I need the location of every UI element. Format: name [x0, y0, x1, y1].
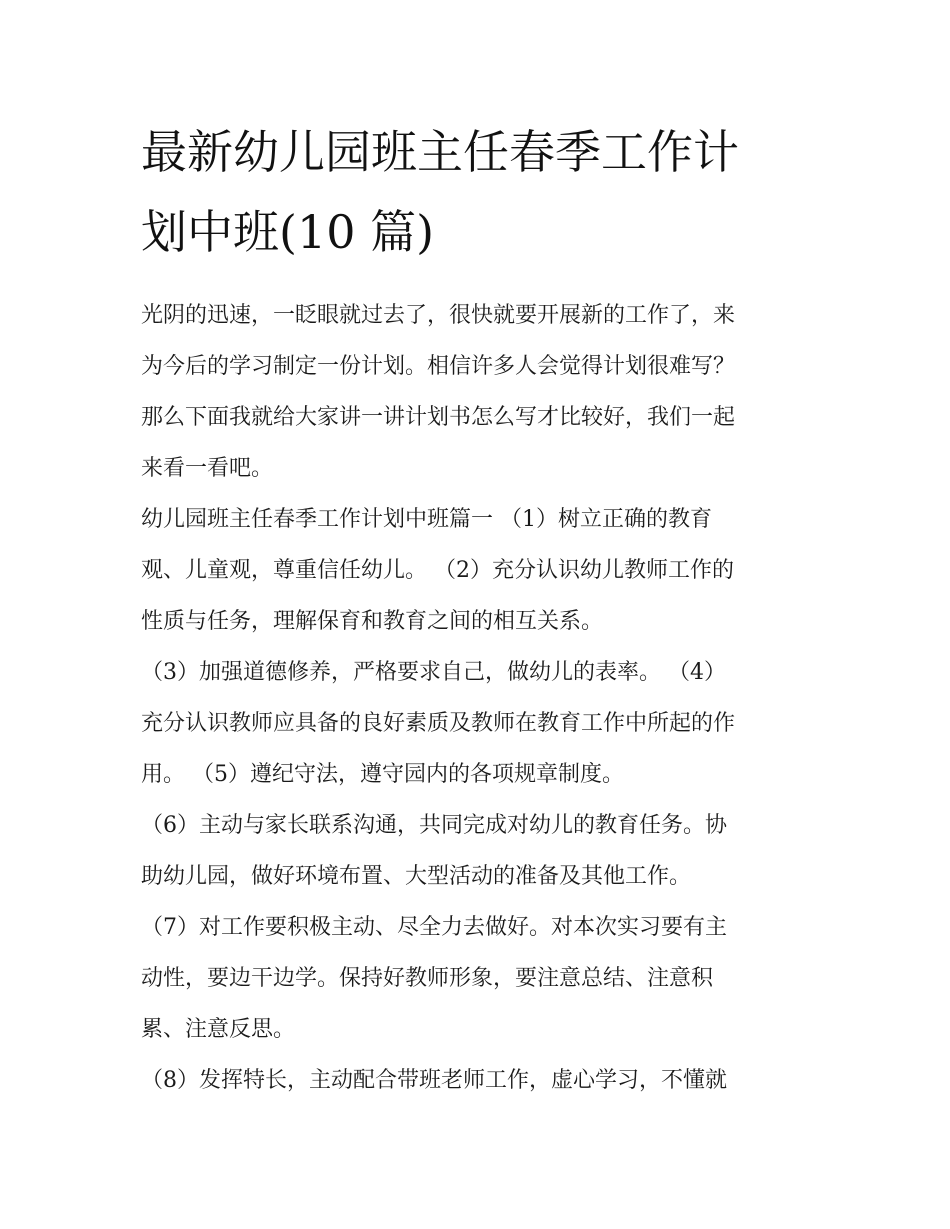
body-line: 充分认识教师应具备的良好素质及教师在教育工作中所起的作 — [141, 711, 736, 736]
body-line: 助幼儿园，做好环境布置、大型活动的准备及其他工作。 — [141, 864, 692, 889]
body-line: （3）加强道德修养，严格要求自己，做幼儿的表率。 （4） — [141, 660, 726, 685]
body-line: 用。 （5）遵纪守法，遵守园内的各项规章制度。 — [141, 762, 624, 787]
body-line: （8）发挥特长，主动配合带班老师工作，虚心学习，不懂就 — [141, 1068, 727, 1093]
document-body — [141, 290, 813, 1106]
body-line: 累、注意反思。 — [141, 1017, 296, 1042]
body-line: （6）主动与家长联系沟通，共同完成对幼儿的教育任务。协 — [141, 813, 727, 838]
body-line: 幼儿园班主任春季工作计划中班篇一 （1）树立正确的教育 — [141, 507, 712, 532]
body-line: 性质与任务，理解保育和教育之间的相互关系。 — [141, 609, 604, 634]
title-line-1: 最新幼儿园班主任春季工作计 — [141, 125, 739, 179]
title-line-2: 划中班(10 篇) — [141, 205, 435, 259]
document-title — [141, 112, 813, 272]
body-line: 观、儿童观，尊重信任幼儿。 （2）充分认识幼儿教师工作的 — [141, 558, 734, 583]
body-line: （7）对工作要积极主动、尽全力去做好。对本次实习要有主 — [141, 915, 727, 940]
body-line: 那么下面我就给大家讲一讲计划书怎么写才比较好，我们一起 — [141, 405, 736, 430]
body-line: 来看一看吧。 — [141, 456, 274, 481]
body-line: 动性，要边干边学。保持好教师形象，要注意总结、注意积 — [141, 966, 714, 991]
document-content — [141, 112, 813, 1106]
body-line: 为今后的学习制定一份计划。相信许多人会觉得计划很难写？ — [141, 354, 736, 379]
body-line: 光阴的迅速，一眨眼就过去了，很快就要开展新的工作了，来 — [141, 303, 736, 328]
